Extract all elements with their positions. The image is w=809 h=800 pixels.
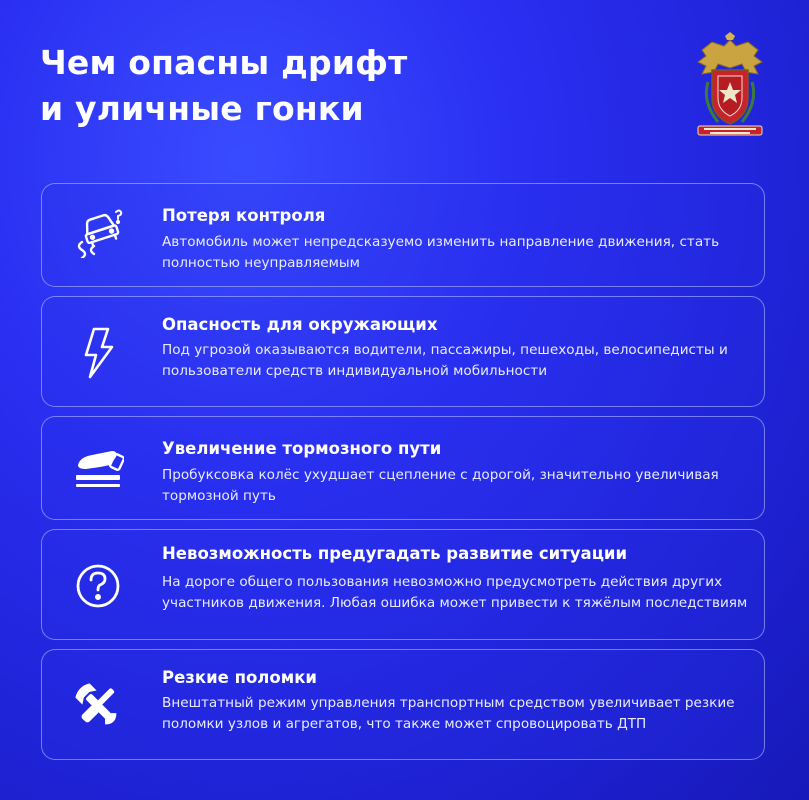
card-body: Пробуксовка колёс ухудшает сцепление с дорогой, значительно увеличивая тормозной путь — [162, 467, 719, 504]
question-circle-icon — [72, 560, 124, 612]
card-body: Внештатный режим управления транспортным средством увеличивает резкие поломки узлов и агрегатов, что также может спровоцировать ДТП — [162, 695, 735, 732]
lightning-icon — [72, 327, 124, 379]
card-loss-of-control — [41, 183, 765, 287]
page-title-line-1: Чем опасны дрифт — [40, 43, 408, 82]
card-heading: Резкие поломки — [162, 668, 317, 687]
card-body: Автомобиль может непредсказуемо изменить направление движения, стать полностью неуправляемым — [162, 234, 720, 271]
card-heading: Невозможность предугадать развитие ситуации — [162, 544, 628, 563]
card-danger-to-others — [41, 296, 765, 407]
brake-pedal-icon — [72, 443, 124, 495]
card-heading: Увеличение тормозного пути — [162, 439, 442, 458]
card-braking-distance — [41, 416, 765, 520]
card-sudden-breakdowns — [41, 649, 765, 760]
card-heading: Опасность для окружающих — [162, 315, 438, 334]
card-body: На дороге общего пользования невозможно предусмотреть действия других участников движения. Любая ошибка может привести к тяжёлым последствиям — [162, 574, 748, 611]
card-body: Под угрозой оказываются водители, пассажиры, пешеходы, велосипедисты и пользователи средств индивидуальной мобильности — [162, 342, 728, 379]
card-heading: Потеря контроля — [162, 206, 326, 225]
card-unpredictable-situation — [41, 529, 765, 640]
tools-icon — [72, 680, 124, 732]
page-title — [40, 40, 407, 132]
page-title-line-2: и уличные гонки — [40, 89, 364, 128]
police-emblem-icon — [692, 32, 768, 144]
car-skid-icon — [72, 206, 124, 258]
